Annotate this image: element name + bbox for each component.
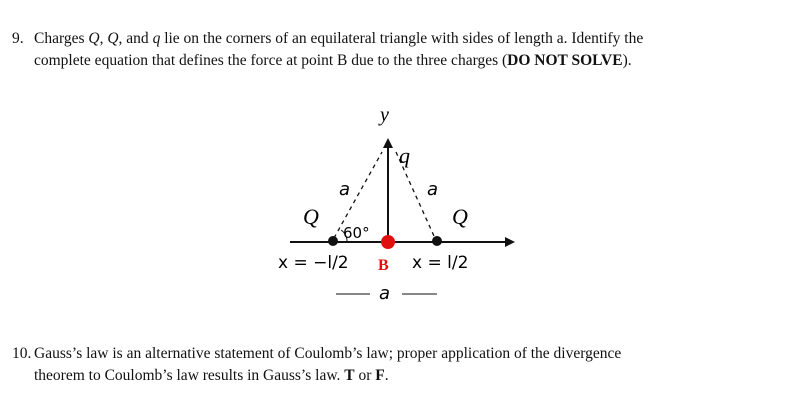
charge-symbol: Q	[88, 30, 100, 47]
separator-text: , and	[118, 30, 153, 47]
question-text: theorem to Coulomb’s law results in Gauss’s law.	[34, 367, 345, 384]
question-text: ).	[622, 52, 632, 69]
right-charge-dot	[432, 236, 442, 246]
charge-symbol: Q	[107, 30, 119, 47]
question-text: Charges	[34, 30, 89, 47]
separator-text: ,	[99, 30, 108, 47]
question-10	[12, 343, 782, 387]
question-text: Gauss’s law is an alternative statement of Coulomb’s law; proper application of the divergence	[34, 345, 622, 362]
question-10-line-1	[12, 343, 782, 365]
true-option: T	[344, 367, 355, 384]
question-number: 9.	[12, 30, 24, 47]
separator-text: or	[354, 367, 376, 384]
y-axis-label: y	[380, 104, 389, 126]
point-b-label: B	[378, 257, 389, 274]
left-charge-label: Q	[303, 204, 319, 229]
question-text: lie on the corners of an equilateral triangle with sides of length a. Identify the	[160, 30, 644, 47]
question-10-line-2	[12, 365, 782, 387]
base-label: a	[379, 283, 391, 304]
left-charge-dot	[328, 236, 338, 246]
right-x-label: x = l/2	[412, 253, 469, 273]
right-side-label: a	[427, 179, 439, 200]
top-charge-label: q	[399, 143, 410, 168]
emphasis-text: DO NOT SOLVE	[507, 52, 623, 69]
question-text: complete equation that defines the force at point B due to the three charges (	[34, 52, 508, 69]
point-b-dot	[381, 235, 395, 249]
charge-symbol: q	[152, 30, 161, 47]
separator-text: .	[384, 367, 389, 384]
false-option: F	[375, 367, 385, 384]
left-side-label: a	[339, 179, 351, 200]
right-charge-label: Q	[452, 204, 468, 229]
left-x-label: x = −l/2	[278, 253, 349, 273]
angle-label: 60°	[343, 224, 370, 242]
question-number: 10.	[12, 345, 32, 362]
